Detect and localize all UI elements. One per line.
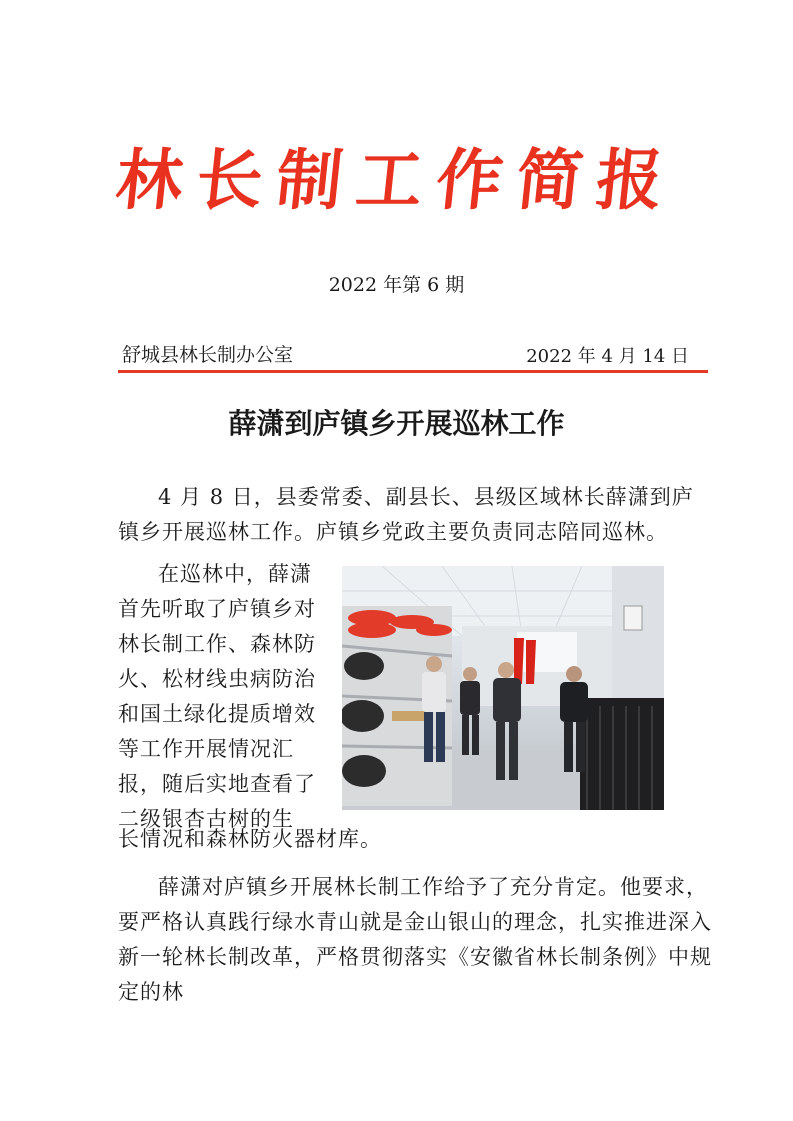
paragraph-2: 在巡林中，薛潇首先听取了庐镇乡对林长制工作、森林防火、松材线虫病防治和国土绿化提质增效等工作开展情况汇报，随后实地查看了二级银杏古树的生 xyxy=(118,562,316,831)
paragraph-3: 薛潇对庐镇乡开展林长制工作给予了充分肯定。他要求，要严格认真践行绿水青山就是金山银山的理念，扎实推进深入新一轮林长制改革，严格贯彻落实《安徽省林长制条例》中规定的林 xyxy=(118,875,712,1004)
paragraph-1: 4 月 8 日，县委常委、副县长、县级区域林长薛潇到庐镇乡开展巡林工作。庐镇乡党政主要负责同志陪同巡林。 xyxy=(118,485,694,544)
issuing-office: 舒城县林长制办公室 xyxy=(122,344,294,366)
paragraph-2-end: 长情况和森林防火器材库。 xyxy=(118,827,382,851)
masthead-title: 林长制工作简报 xyxy=(112,141,681,219)
issue-number: 2022 年第 6 期 xyxy=(328,274,465,296)
article-headline: 薛潇到庐镇乡开展巡林工作 xyxy=(228,407,565,440)
inspection-photo xyxy=(342,566,664,810)
issue-date: 2022 年 4 月 14 日 xyxy=(526,346,689,367)
header-divider xyxy=(118,370,708,373)
